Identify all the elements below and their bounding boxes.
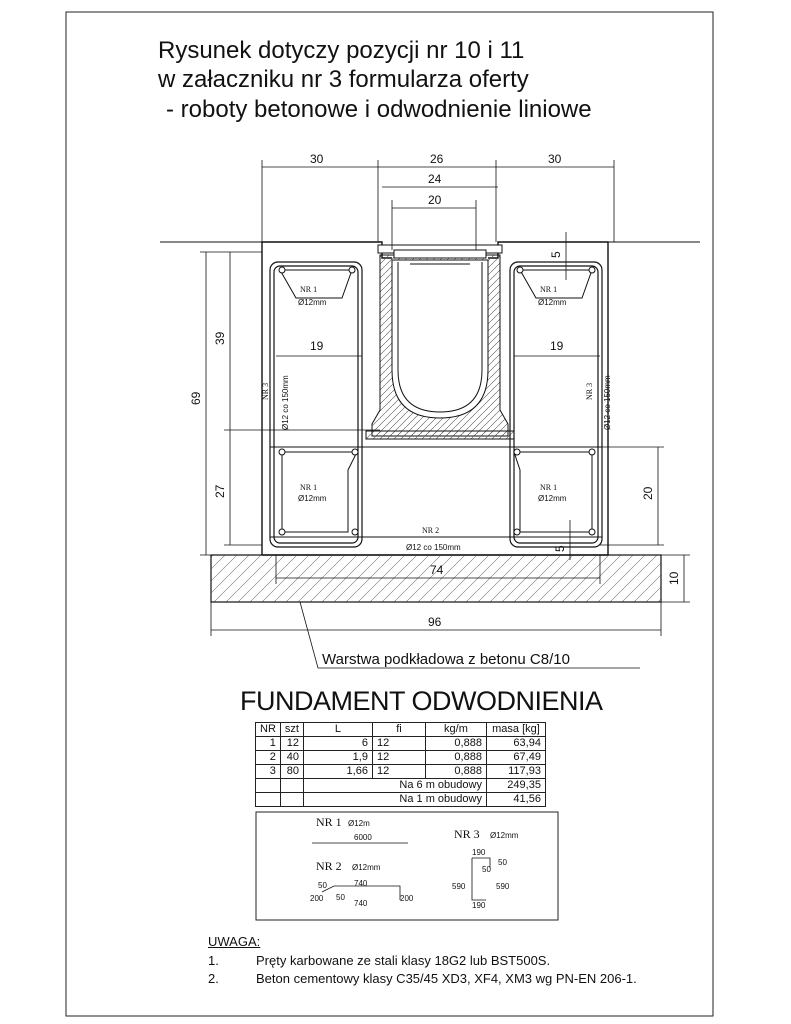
label-nr1-bottom-right: NR 1 <box>540 483 558 492</box>
note-number: 1. <box>208 953 219 968</box>
label-nr3-left: NR 3 <box>261 382 270 400</box>
shape-nr2-dia: Ø12mm <box>352 863 381 872</box>
label-nr1-bottom-left: NR 1 <box>300 483 318 492</box>
cell: 12 <box>372 765 425 779</box>
note-item <box>208 970 637 988</box>
table-sum-row-6m <box>256 779 546 793</box>
dim-height-10: 10 <box>667 571 681 585</box>
label-phi-bottom-right: Ø12mm <box>538 494 567 503</box>
cell <box>256 793 281 807</box>
cell: 2 <box>256 751 281 765</box>
cell: 117,93 <box>486 765 545 779</box>
shape-nr2-c: 200 <box>310 894 324 903</box>
note-number: 2. <box>208 971 219 986</box>
sum-1m-label: Na 1 m obudowy <box>303 793 486 807</box>
col-header-l: L <box>303 723 372 737</box>
shape-nr3-top: 190 <box>472 848 486 857</box>
shape-nr3-left: 590 <box>452 882 466 891</box>
table-row <box>256 737 546 751</box>
cell <box>280 793 303 807</box>
cell: 40 <box>280 751 303 765</box>
shape-nr3-dia: Ø12mm <box>490 831 519 840</box>
shape-nr1-label: NR 1 <box>316 815 342 829</box>
label-phi-bottom-left: Ø12mm <box>298 494 327 503</box>
label-nr3-right-spacing: Ø12 co 150mm <box>603 375 612 430</box>
dim-bottom-5: 5 <box>553 545 567 552</box>
shape-nr2-a: 50 <box>318 881 327 890</box>
cell: 0,888 <box>425 751 486 765</box>
shape-nr2-f: 200 <box>400 894 414 903</box>
shape-texts <box>310 815 519 910</box>
dim-width-19-right: 19 <box>550 339 564 353</box>
dim-height-27: 27 <box>213 484 227 498</box>
rebar-table <box>255 722 546 807</box>
cell: 0,888 <box>425 765 486 779</box>
cell: 3 <box>256 765 281 779</box>
shape-nr2-e: 740 <box>354 899 368 908</box>
cell: 80 <box>280 765 303 779</box>
fundament-title: FUNDAMENT ODWODNIENIA <box>240 686 603 716</box>
notes-section <box>208 934 637 988</box>
col-header-nr: NR <box>256 723 281 737</box>
shape-nr2-d: 50 <box>336 893 345 902</box>
cell <box>256 779 281 793</box>
dim-height-20: 20 <box>641 486 655 500</box>
label-nr1-top-left: NR 1 <box>300 285 318 294</box>
dim-top-mid: 26 <box>430 152 444 166</box>
label-nr1-top-right: NR 1 <box>540 285 558 294</box>
col-header-masa: masa [kg] <box>486 723 545 737</box>
cell <box>280 779 303 793</box>
shape-nr2-b: 740 <box>354 879 368 888</box>
dim-inner-24: 24 <box>428 172 442 186</box>
title-line-3: - roboty betonowe i odwodnienie liniowe <box>166 96 592 123</box>
title-line-2: w załaczniku nr 3 formularza oferty <box>158 66 529 93</box>
label-phi-top-left: Ø12mm <box>298 298 327 307</box>
dim-width-96: 96 <box>428 615 442 629</box>
cell: 6 <box>303 737 372 751</box>
dim-height-69: 69 <box>189 391 203 405</box>
note-item <box>208 952 637 970</box>
cell: 12 <box>372 751 425 765</box>
note-text: Beton cementowy klasy C35/45 XD3, XF4, XM3 wg PN-EN 206-1. <box>256 971 637 986</box>
dim-height-39: 39 <box>213 331 227 345</box>
col-header-kgm: kg/m <box>425 723 486 737</box>
cell: 12 <box>372 737 425 751</box>
cell: 1 <box>256 737 281 751</box>
sum-6m-value: 249,35 <box>486 779 545 793</box>
table-sum-row-1m <box>256 793 546 807</box>
dim-width-19-left: 19 <box>310 339 324 353</box>
notes-heading: UWAGA: <box>208 934 261 949</box>
table-header-row <box>256 723 546 737</box>
col-header-fi: fi <box>372 723 425 737</box>
shape-nr3-bottom: 190 <box>472 901 486 910</box>
page-border <box>66 12 713 1016</box>
dim-inner-20: 20 <box>428 193 442 207</box>
sum-1m-value: 41,56 <box>486 793 545 807</box>
label-phi-top-right: Ø12mm <box>538 298 567 307</box>
sum-6m-label: Na 6 m obudowy <box>303 779 486 793</box>
dim-width-74: 74 <box>430 563 444 577</box>
dim-side-5-top: 5 <box>549 251 563 258</box>
shape-nr3-label: NR 3 <box>454 827 480 841</box>
shape-nr2-label: NR 2 <box>316 859 342 873</box>
note-text: Pręty karbowane ze stali klasy 18G2 lub BST500S. <box>256 953 551 968</box>
label-nr3-right: NR 3 <box>585 382 594 400</box>
table-row <box>256 765 546 779</box>
title-line-1: Rysunek dotyczy pozycji nr 10 i 11 <box>158 37 525 64</box>
shape-nr3-right: 590 <box>496 882 510 891</box>
cell: 1,9 <box>303 751 372 765</box>
col-header-szt: szt <box>280 723 303 737</box>
dim-top-left: 30 <box>310 152 324 166</box>
shapes-frame <box>256 812 558 920</box>
label-nr2: NR 2 <box>422 526 440 535</box>
table-row <box>256 751 546 765</box>
dim-top-right: 30 <box>548 152 562 166</box>
label-nr2-spacing: Ø12 co 150mm <box>406 543 461 552</box>
cell: 12 <box>280 737 303 751</box>
base-layer-callout: Warstwa podkładowa z betonu C8/10 <box>322 651 570 668</box>
cell: 1,66 <box>303 765 372 779</box>
drainage-channel <box>366 245 514 439</box>
cell: 0,888 <box>425 737 486 751</box>
shape-nr3-a: 50 <box>498 858 507 867</box>
shape-nr1-dia: Ø12m <box>348 819 370 828</box>
cell: 67,49 <box>486 751 545 765</box>
cell: 63,94 <box>486 737 545 751</box>
shape-nr3-b: 50 <box>482 865 491 874</box>
label-nr3-left-spacing: Ø12 co 150mm <box>281 375 290 430</box>
shape-nr1-len: 6000 <box>354 833 372 842</box>
